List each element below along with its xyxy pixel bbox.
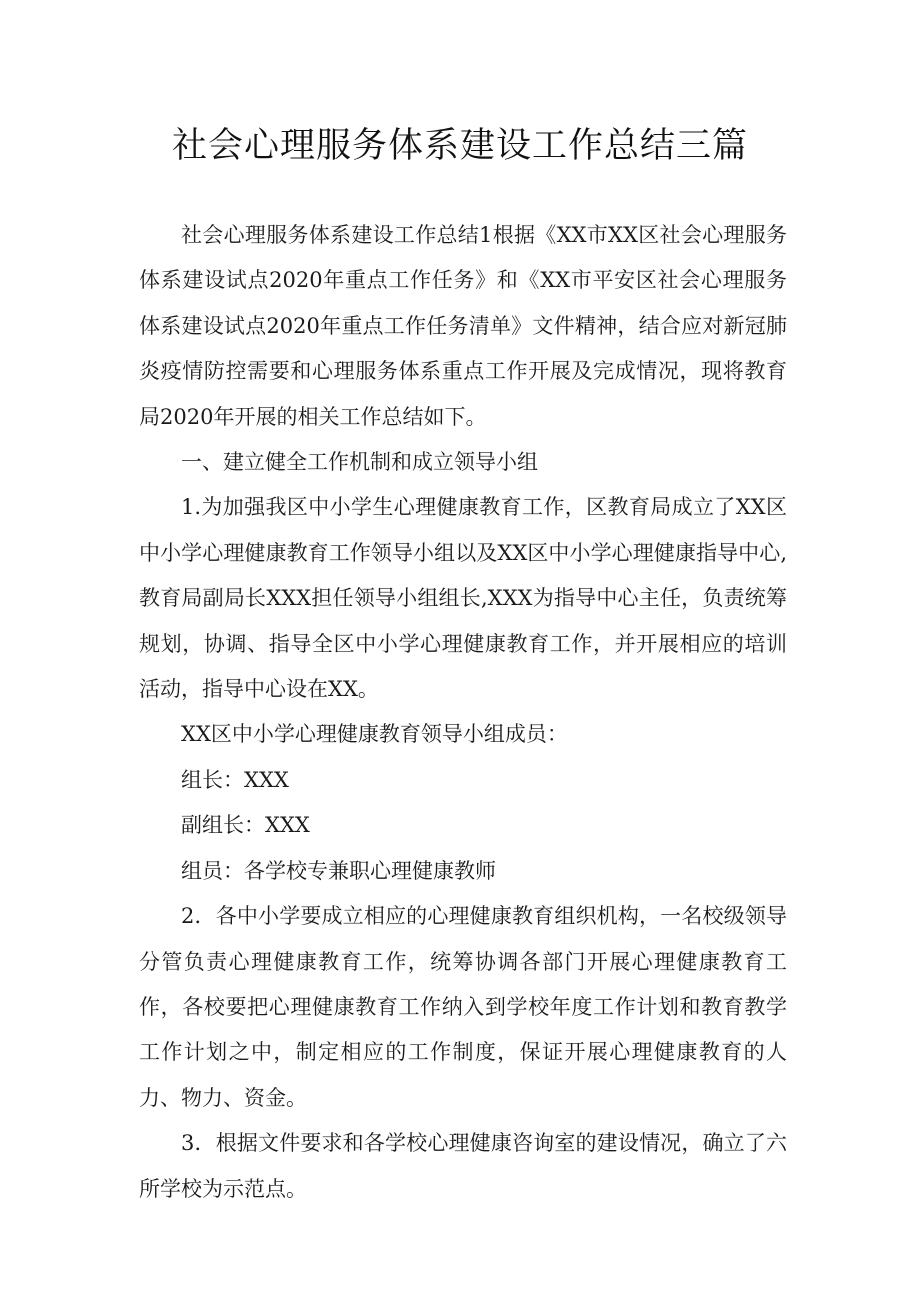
member-members: 组员：各学校专兼职心理健康教师 xyxy=(181,858,496,883)
paragraph-intro: 社会心理服务体系建设工作总结1根据《XX市XX区社会心理服务体系建设试点2020年重点工作任务》和《XX市平安区社会心理服务体系建设试点2020年重点工作任务清单》文件精神，结合应对新冠肺炎疫情防控需要和心理服务体系重点工作开展及完成情况，现将教育局2020年开展的相关工作总结如下。 xyxy=(139,223,787,429)
paragraph-item-1: 1.为加强我区中小学生心理健康教育工作，区教育局成立了XX区中小学心理健康教育工作领导小组以及XX区中小学心理健康指导中心,教育局副局长XXX担任领导小组组长,XXX为指导中心主任，负责统筹规划，协调、指导全区中小学心理健康教育工作，并开展相应的培训活动，指导中心设在XX。 xyxy=(139,495,787,702)
paragraph-item-3: 3．根据文件要求和各学校心理健康咨询室的建设情况，确立了六所学校为示范点。 xyxy=(139,1131,787,1201)
member-leader: 组长：XXX xyxy=(181,767,289,792)
member-deputy-leader: 副组长：XXX xyxy=(181,813,310,838)
section-heading-1: 一、建立健全工作机制和成立领导小组 xyxy=(181,450,538,475)
document-body xyxy=(139,213,787,1212)
paragraph-item-2: 2．各中小学要成立相应的心理健康教育组织机构，一名校级领导分管负责心理健康教育工作，统筹协调各部门开展心理健康教育工作，各校要把心理健康教育工作纳入到学校年度工作计划和教育教学工作计划之中，制定相应的工作制度，保证开展心理健康教育的人力、物力、资金。 xyxy=(139,904,787,1110)
document-title: 社会心理服务体系建设工作总结三篇 xyxy=(171,126,748,166)
member-list-heading: XX区中小学心理健康教育领导小组成员： xyxy=(181,722,568,747)
